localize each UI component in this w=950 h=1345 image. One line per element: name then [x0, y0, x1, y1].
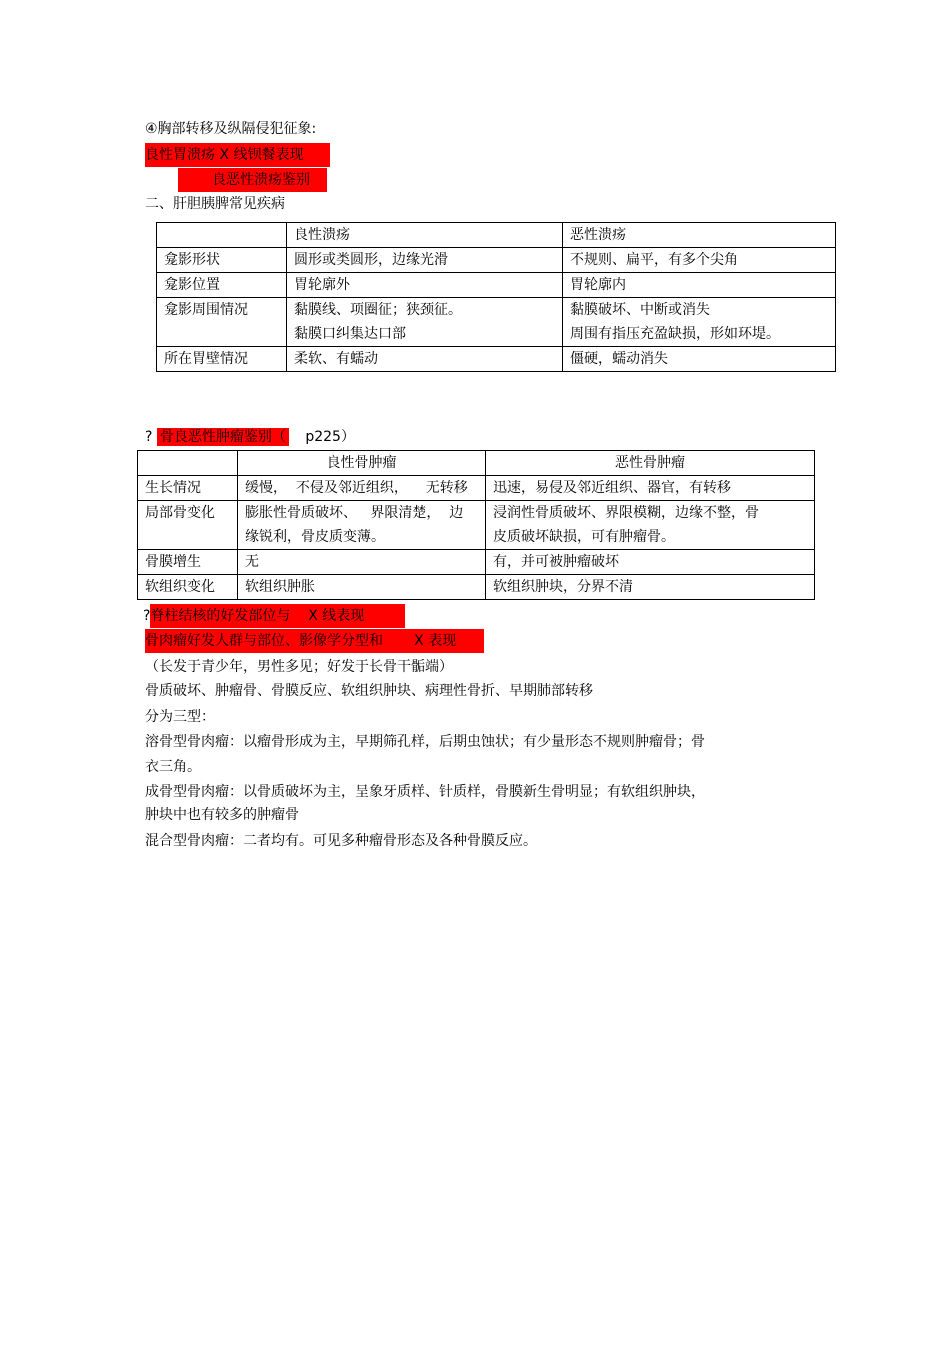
table-cell: 生长情况 [138, 476, 238, 501]
table-cell: 软组织肿胀 [238, 575, 486, 600]
cell-line: 黏膜破坏、中断或消失 [570, 302, 710, 318]
table-row [157, 347, 836, 372]
cell-line: 缘锐利，骨皮质变薄。 [245, 529, 385, 545]
bone-tumor-table [137, 450, 815, 600]
table-cell: 龛影位置 [157, 273, 287, 298]
table-row [138, 501, 815, 550]
table-cell: 缓慢， 不侵及邻近组织， 无转移 [238, 476, 486, 501]
table-row [138, 476, 815, 501]
table-row [157, 273, 836, 298]
bone-tumor-title [145, 426, 355, 448]
bone-title-page: p225） [305, 429, 355, 445]
cell-line: 周围有指压充盈缺损，形如环堤。 [570, 326, 780, 342]
paragraph-line: 溶骨型骨肉瘤：以瘤骨形成为主，早期筛孔样，后期虫蚀状；有少量形态不规则肿瘤骨；骨 [145, 734, 705, 750]
chest-metastasis-heading: ④胸部转移及纵隔侵犯征象: [145, 121, 317, 137]
table-cell [157, 223, 287, 248]
paragraph-line: 衣三角。 [145, 759, 201, 775]
table-cell: 软组织变化 [138, 575, 238, 600]
table-row [138, 550, 815, 575]
table-cell [486, 501, 815, 550]
cell-line: 黏膜口纠集达口部 [294, 326, 406, 342]
table-header-cell: 恶性溃疡 [563, 223, 836, 248]
table-cell: 胃轮廓内 [563, 273, 836, 298]
table-cell: 有，并可被肿瘤破坏 [486, 550, 815, 575]
table-cell: 所在胃壁情况 [157, 347, 287, 372]
table-cell: 骨膜增生 [138, 550, 238, 575]
table-row [157, 223, 836, 248]
table-cell [138, 451, 238, 476]
table-cell [157, 298, 287, 347]
table-cell [287, 298, 563, 347]
cell-line: 龛影周围情况 [164, 302, 248, 318]
ulcer-comparison-table [156, 222, 836, 372]
table-header-cell: 良性骨肿瘤 [238, 451, 486, 476]
table-cell: 圆形或类圆形，边缘光滑 [287, 248, 563, 273]
table-cell: 龛影形状 [157, 248, 287, 273]
cell-line: 膨胀性骨质破坏、 界限清楚， 边 [245, 505, 464, 521]
table-cell [238, 501, 486, 550]
paragraph-line: 成骨型骨肉瘤：以骨质破坏为主，呈象牙质样、针质样，骨膜新生骨明显；有软组织肿块， [145, 784, 705, 800]
highlight-ulcer-differentiation: 良恶性溃疡鉴别 [178, 168, 327, 192]
table-cell [138, 501, 238, 550]
paragraph-line: 肿块中也有较多的肿瘤骨 [145, 807, 299, 823]
cell-line: 局部骨变化 [145, 505, 215, 521]
table-cell [563, 298, 836, 347]
cell-line: 浸润性骨质破坏、界限模糊，边缘不整，骨 [493, 505, 759, 521]
table-header-cell: 良性溃疡 [287, 223, 563, 248]
paragraph-line: 混合型骨肉瘤：二者均有。可见多种瘤骨形态及各种骨膜反应。 [145, 833, 537, 849]
spine-tb-line [143, 604, 405, 628]
highlight-benign-ulcer: 良性胃溃疡 X 线钡餐表现 [145, 143, 330, 167]
bone-title-highlight: 骨良恶性肿瘤鉴别（ [157, 428, 289, 446]
table-row [157, 298, 836, 347]
spine-prefix: ? [143, 608, 151, 624]
table-row [138, 575, 815, 600]
table-row [157, 248, 836, 273]
highlight-spine-tb: 脊柱结核的好发部位与 X 线表现 [150, 604, 405, 628]
table-row [138, 451, 815, 476]
table-cell: 不规则、扁平，有多个尖角 [563, 248, 836, 273]
table-cell: 软组织肿块，分界不清 [486, 575, 815, 600]
paragraph-line: 分为三型： [145, 709, 215, 725]
table-cell: 无 [238, 550, 486, 575]
table-header-cell: 恶性骨肿瘤 [486, 451, 815, 476]
cell-line: 皮质破坏缺损，可有肿瘤骨。 [493, 529, 675, 545]
table-cell: 柔软、有蠕动 [287, 347, 563, 372]
table-cell: 僵硬，蠕动消失 [563, 347, 836, 372]
paragraph-line: （长发于青少年，男性多见；好发于长骨干骺端） [145, 659, 453, 675]
table-cell: 迅速，易侵及邻近组织、器官，有转移 [486, 476, 815, 501]
bone-title-prefix: ? [145, 429, 153, 445]
table-cell: 胃轮廓外 [287, 273, 563, 298]
cell-line: 黏膜线、项圈征；狭颈征。 [294, 302, 462, 318]
highlight-osteosarcoma: 骨肉瘤好发人群与部位、影像学分型和 X 表现 [145, 629, 484, 653]
section-two-heading: 二、肝胆胰脾常见疾病 [145, 196, 285, 212]
paragraph-line: 骨质破坏、肿瘤骨、骨膜反应、软组织肿块、病理性骨折、早期肺部转移 [145, 683, 593, 699]
